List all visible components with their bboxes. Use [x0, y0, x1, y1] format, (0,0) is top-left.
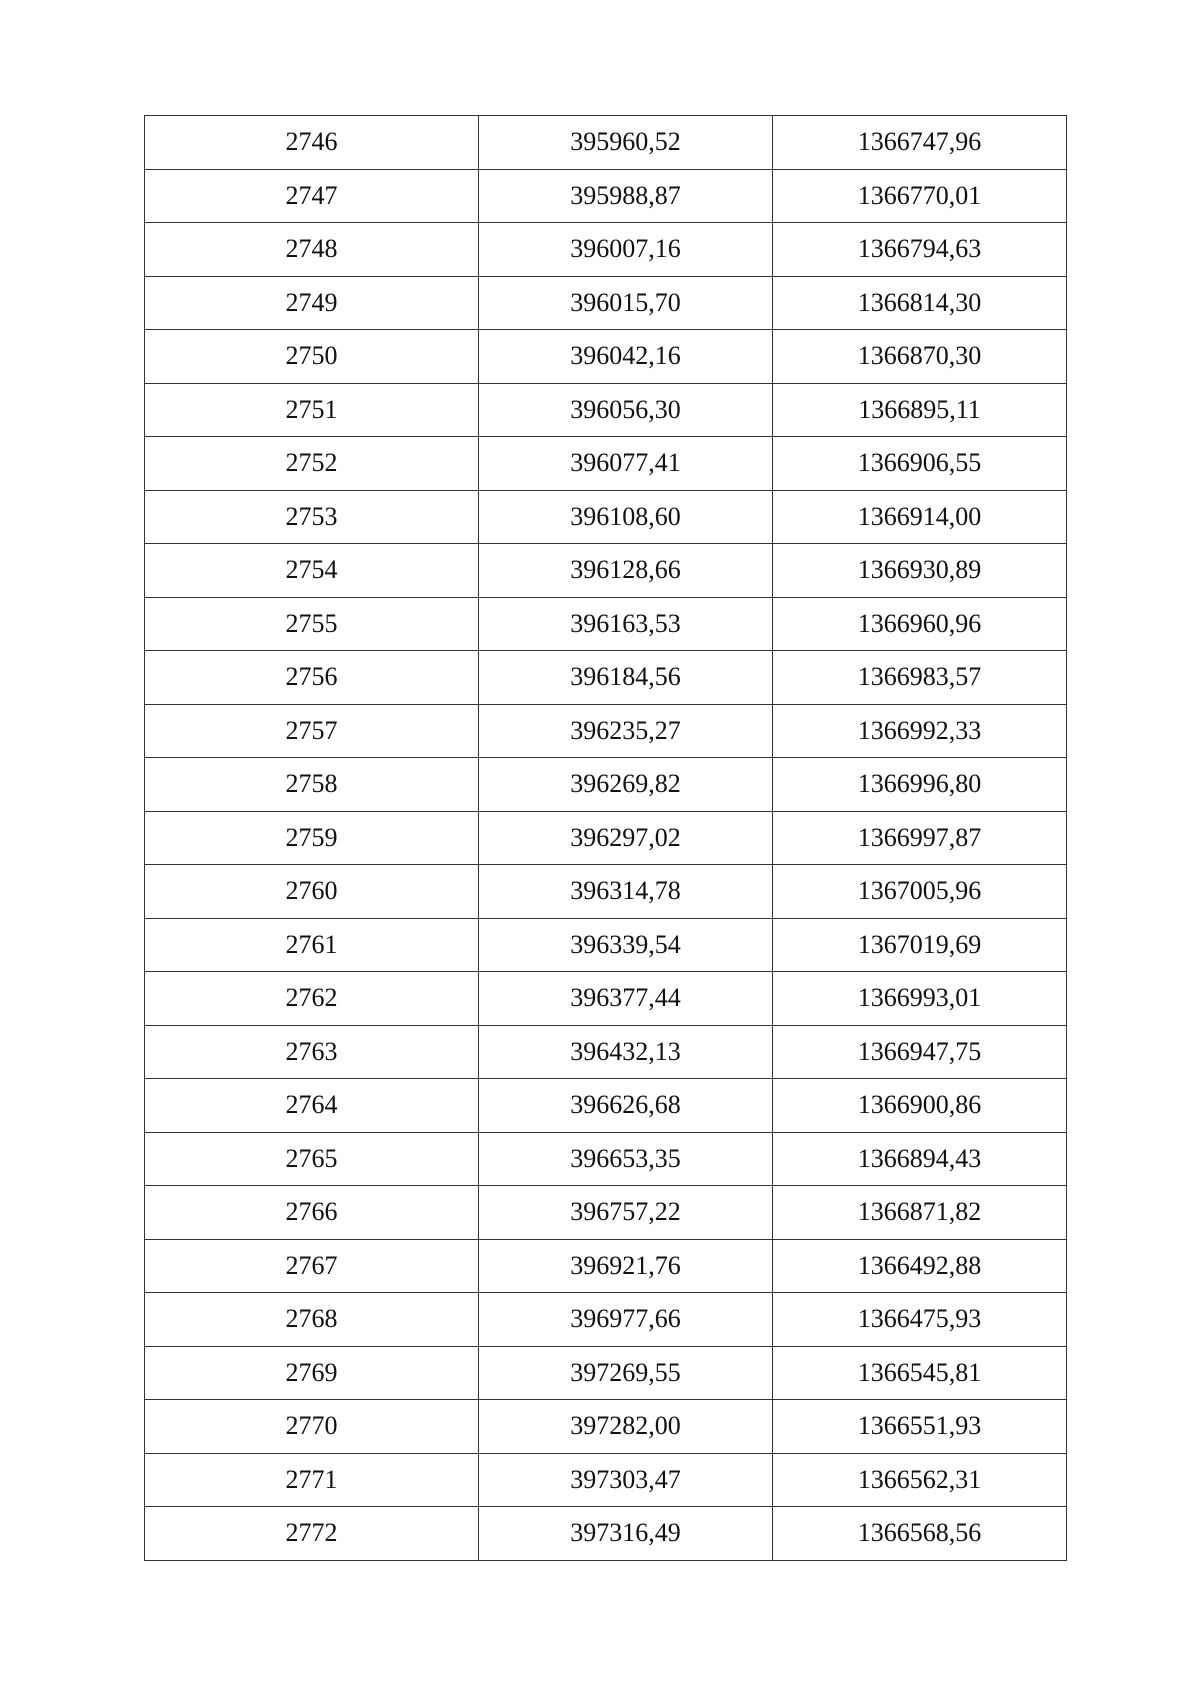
- y-coordinate-cell: 1366562,31: [773, 1453, 1067, 1507]
- coordinates-table-body: [145, 116, 1067, 1561]
- x-coordinate-cell: 395988,87: [479, 169, 773, 223]
- y-coordinate-cell: 1366993,01: [773, 972, 1067, 1026]
- table-row: [145, 918, 1067, 972]
- point-number-cell: 2752: [145, 437, 479, 491]
- x-coordinate-cell: 397269,55: [479, 1346, 773, 1400]
- x-coordinate-cell: 397303,47: [479, 1453, 773, 1507]
- table-row: [145, 330, 1067, 384]
- table-row: [145, 544, 1067, 598]
- point-number-cell: 2751: [145, 383, 479, 437]
- point-number-cell: 2747: [145, 169, 479, 223]
- y-coordinate-cell: 1366997,87: [773, 811, 1067, 865]
- x-coordinate-cell: 396297,02: [479, 811, 773, 865]
- x-coordinate-cell: 396921,76: [479, 1239, 773, 1293]
- y-coordinate-cell: 1366900,86: [773, 1079, 1067, 1133]
- point-number-cell: 2754: [145, 544, 479, 598]
- point-number-cell: 2765: [145, 1132, 479, 1186]
- y-coordinate-cell: 1366895,11: [773, 383, 1067, 437]
- table-row: [145, 1346, 1067, 1400]
- y-coordinate-cell: 1366992,33: [773, 704, 1067, 758]
- y-coordinate-cell: 1366545,81: [773, 1346, 1067, 1400]
- x-coordinate-cell: 396432,13: [479, 1025, 773, 1079]
- y-coordinate-cell: 1366814,30: [773, 276, 1067, 330]
- point-number-cell: 2769: [145, 1346, 479, 1400]
- y-coordinate-cell: 1366870,30: [773, 330, 1067, 384]
- x-coordinate-cell: 396108,60: [479, 490, 773, 544]
- point-number-cell: 2750: [145, 330, 479, 384]
- table-row: [145, 437, 1067, 491]
- y-coordinate-cell: 1366996,80: [773, 758, 1067, 812]
- x-coordinate-cell: 396269,82: [479, 758, 773, 812]
- x-coordinate-cell: 396056,30: [479, 383, 773, 437]
- table-row: [145, 490, 1067, 544]
- y-coordinate-cell: 1366475,93: [773, 1293, 1067, 1347]
- x-coordinate-cell: 395960,52: [479, 116, 773, 170]
- table-row: [145, 1239, 1067, 1293]
- y-coordinate-cell: 1367019,69: [773, 918, 1067, 972]
- x-coordinate-cell: 396339,54: [479, 918, 773, 972]
- x-coordinate-cell: 396163,53: [479, 597, 773, 651]
- y-coordinate-cell: 1367005,96: [773, 865, 1067, 919]
- coordinates-table: [144, 115, 1067, 1561]
- table-row: [145, 1186, 1067, 1240]
- table-row: [145, 1453, 1067, 1507]
- x-coordinate-cell: 396377,44: [479, 972, 773, 1026]
- x-coordinate-cell: 396977,66: [479, 1293, 773, 1347]
- point-number-cell: 2763: [145, 1025, 479, 1079]
- table-row: [145, 597, 1067, 651]
- point-number-cell: 2767: [145, 1239, 479, 1293]
- point-number-cell: 2759: [145, 811, 479, 865]
- y-coordinate-cell: 1366983,57: [773, 651, 1067, 705]
- table-row: [145, 1507, 1067, 1561]
- x-coordinate-cell: 396626,68: [479, 1079, 773, 1133]
- point-number-cell: 2755: [145, 597, 479, 651]
- x-coordinate-cell: 396042,16: [479, 330, 773, 384]
- x-coordinate-cell: 396007,16: [479, 223, 773, 277]
- y-coordinate-cell: 1366894,43: [773, 1132, 1067, 1186]
- y-coordinate-cell: 1366871,82: [773, 1186, 1067, 1240]
- table-row: [145, 972, 1067, 1026]
- table-row: [145, 811, 1067, 865]
- point-number-cell: 2757: [145, 704, 479, 758]
- x-coordinate-cell: 397316,49: [479, 1507, 773, 1561]
- y-coordinate-cell: 1366492,88: [773, 1239, 1067, 1293]
- x-coordinate-cell: 396314,78: [479, 865, 773, 919]
- point-number-cell: 2766: [145, 1186, 479, 1240]
- y-coordinate-cell: 1366770,01: [773, 169, 1067, 223]
- x-coordinate-cell: 396235,27: [479, 704, 773, 758]
- point-number-cell: 2771: [145, 1453, 479, 1507]
- x-coordinate-cell: 396015,70: [479, 276, 773, 330]
- point-number-cell: 2772: [145, 1507, 479, 1561]
- table-row: [145, 865, 1067, 919]
- y-coordinate-cell: 1366794,63: [773, 223, 1067, 277]
- table-row: [145, 276, 1067, 330]
- y-coordinate-cell: 1366947,75: [773, 1025, 1067, 1079]
- point-number-cell: 2762: [145, 972, 479, 1026]
- y-coordinate-cell: 1366568,56: [773, 1507, 1067, 1561]
- point-number-cell: 2758: [145, 758, 479, 812]
- point-number-cell: 2761: [145, 918, 479, 972]
- point-number-cell: 2748: [145, 223, 479, 277]
- x-coordinate-cell: 396653,35: [479, 1132, 773, 1186]
- y-coordinate-cell: 1366914,00: [773, 490, 1067, 544]
- table-row: [145, 1079, 1067, 1133]
- point-number-cell: 2746: [145, 116, 479, 170]
- y-coordinate-cell: 1366960,96: [773, 597, 1067, 651]
- point-number-cell: 2753: [145, 490, 479, 544]
- y-coordinate-cell: 1366906,55: [773, 437, 1067, 491]
- table-row: [145, 1400, 1067, 1454]
- point-number-cell: 2760: [145, 865, 479, 919]
- point-number-cell: 2756: [145, 651, 479, 705]
- x-coordinate-cell: 396184,56: [479, 651, 773, 705]
- table-row: [145, 223, 1067, 277]
- point-number-cell: 2749: [145, 276, 479, 330]
- table-row: [145, 704, 1067, 758]
- y-coordinate-cell: 1366747,96: [773, 116, 1067, 170]
- y-coordinate-cell: 1366930,89: [773, 544, 1067, 598]
- table-row: [145, 651, 1067, 705]
- point-number-cell: 2764: [145, 1079, 479, 1133]
- x-coordinate-cell: 396757,22: [479, 1186, 773, 1240]
- y-coordinate-cell: 1366551,93: [773, 1400, 1067, 1454]
- table-row: [145, 758, 1067, 812]
- table-row: [145, 169, 1067, 223]
- x-coordinate-cell: 396128,66: [479, 544, 773, 598]
- table-row: [145, 1293, 1067, 1347]
- table-row: [145, 1132, 1067, 1186]
- point-number-cell: 2770: [145, 1400, 479, 1454]
- x-coordinate-cell: 396077,41: [479, 437, 773, 491]
- table-row: [145, 116, 1067, 170]
- table-row: [145, 383, 1067, 437]
- point-number-cell: 2768: [145, 1293, 479, 1347]
- table-row: [145, 1025, 1067, 1079]
- x-coordinate-cell: 397282,00: [479, 1400, 773, 1454]
